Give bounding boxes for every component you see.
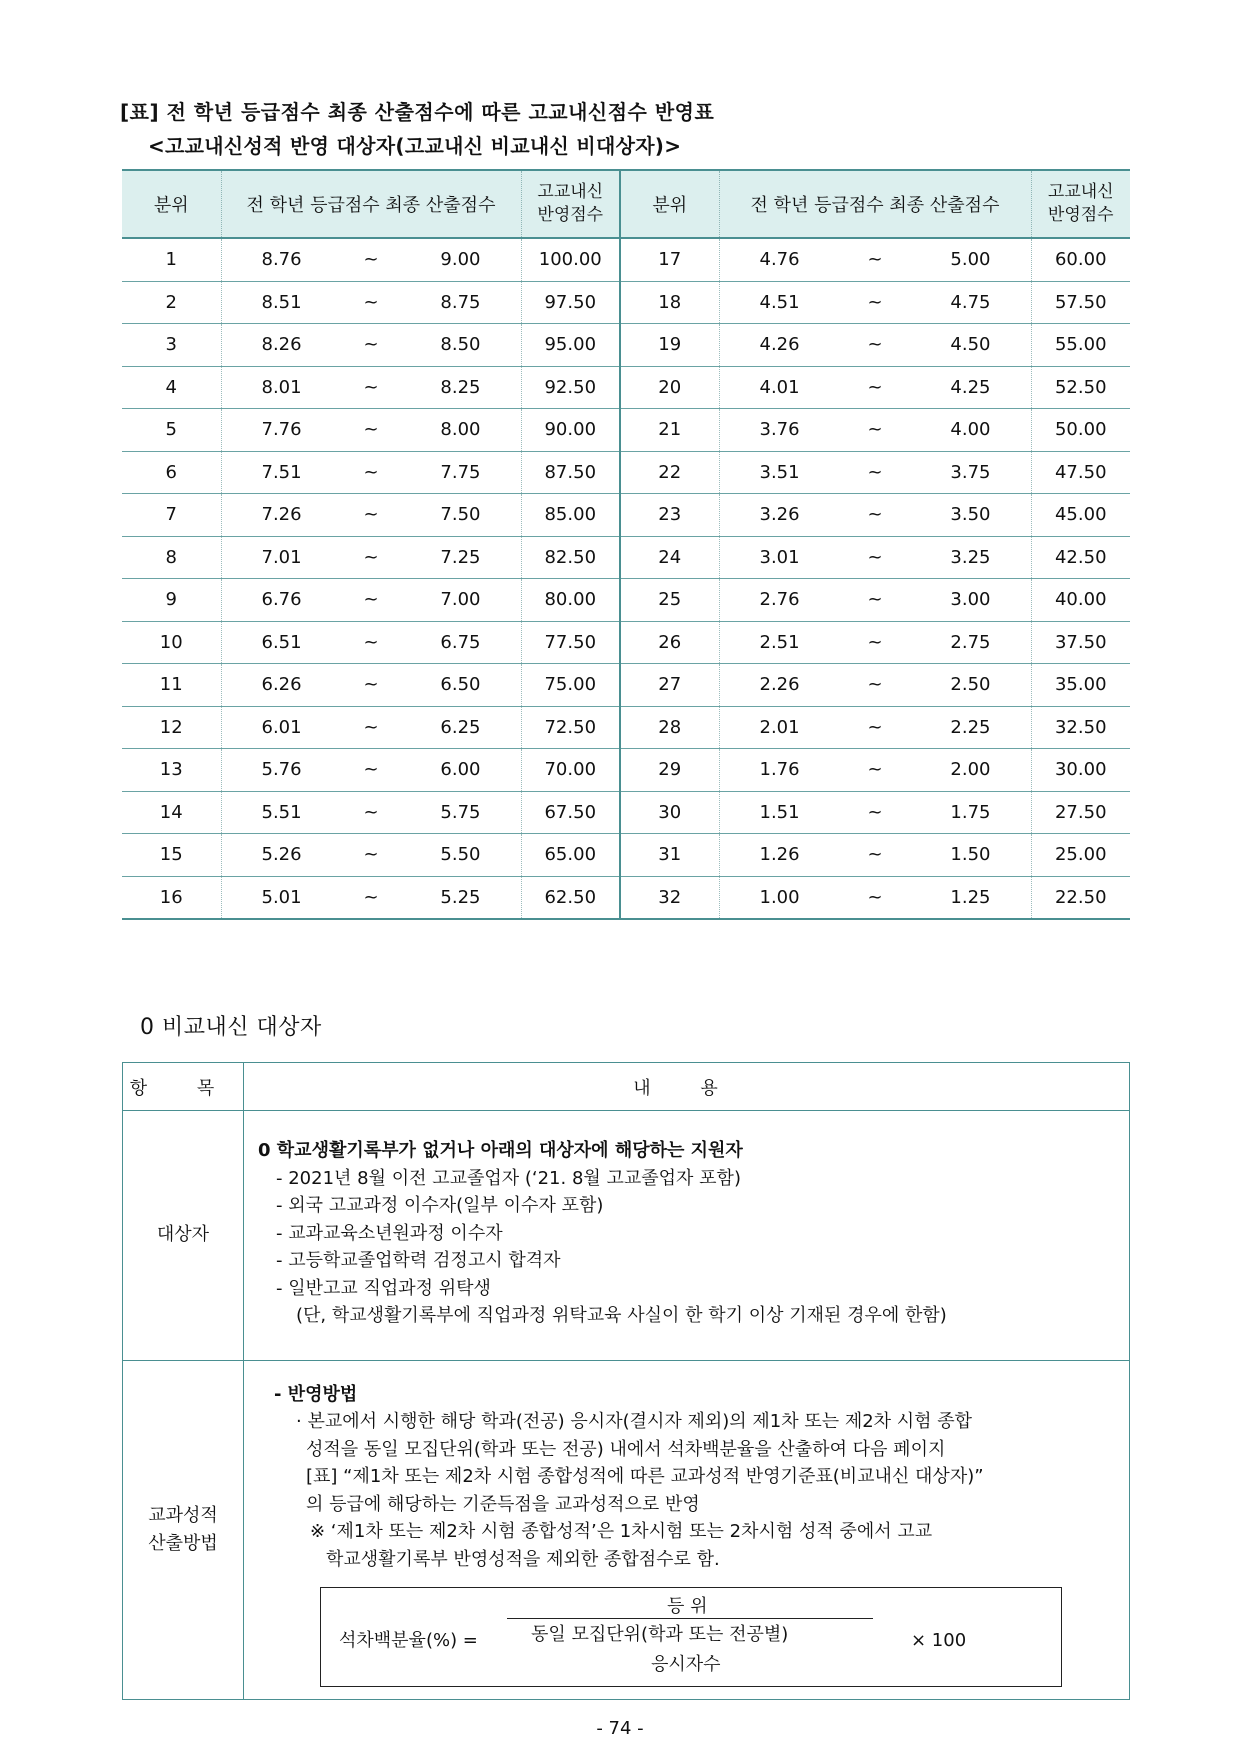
rank-cell: 26 (620, 621, 719, 664)
rank-cell: 25 (620, 579, 719, 622)
range-tilde: ~ (867, 376, 883, 398)
info-header-content: 내 용 (244, 1063, 1130, 1111)
range-tilde: ~ (363, 759, 379, 781)
range-low: 8.51 (261, 291, 302, 313)
range-cell (221, 451, 521, 494)
rank-cell: 11 (122, 664, 221, 707)
range-tilde: ~ (867, 801, 883, 823)
range-low: 2.26 (759, 674, 800, 696)
score-cell: 82.50 (521, 536, 620, 579)
range-low: 6.26 (261, 674, 302, 696)
table-subtitle: <고교내신성적 반영 대상자(고교내신 비교내신 비대상자)> (148, 134, 682, 158)
method-line: · 본교에서 시행한 해당 학과(전공) 응시자(결시자 제외)의 제1차 또는 제2차 시험 종합 (296, 1411, 973, 1432)
range-cell (719, 494, 1031, 537)
range-cell (221, 366, 521, 409)
range-cell (719, 706, 1031, 749)
range-cell (719, 621, 1031, 664)
range-cell (221, 536, 521, 579)
grade-score-table (122, 169, 1130, 920)
grade-table-row (122, 281, 1130, 324)
grade-table-header-row (122, 170, 1130, 238)
method-row (123, 1360, 1130, 1700)
method-label-line1: 교과성적 (148, 1504, 218, 1526)
range-high: 8.00 (440, 419, 481, 441)
range-cell (221, 621, 521, 664)
range-high: 1.25 (950, 886, 991, 908)
comparison-info-table (122, 1062, 1130, 1700)
range-cell (221, 706, 521, 749)
score-cell: 75.00 (521, 664, 620, 707)
rank-cell: 23 (620, 494, 719, 537)
target-label: 대상자 (123, 1111, 244, 1361)
rank-cell: 6 (122, 451, 221, 494)
score-cell: 62.50 (521, 876, 620, 919)
range-high: 5.50 (440, 844, 481, 866)
rank-cell: 10 (122, 621, 221, 664)
range-cell (221, 876, 521, 919)
range-tilde: ~ (867, 716, 883, 738)
rank-cell: 13 (122, 749, 221, 792)
rank-cell: 16 (122, 876, 221, 919)
rank-cell: 14 (122, 791, 221, 834)
header-rank-right: 분위 (620, 170, 719, 238)
range-low: 1.26 (759, 844, 800, 866)
range-low: 5.76 (261, 759, 302, 781)
page-number: - 74 - (596, 1718, 644, 1739)
range-low: 8.26 (261, 334, 302, 356)
target-item: - 2021년 8월 이전 고교졸업자 (‘21. 8월 고교졸업자 포함) (276, 1167, 741, 1189)
score-cell: 37.50 (1031, 621, 1130, 664)
range-low: 5.26 (261, 844, 302, 866)
range-low: 5.01 (261, 886, 302, 908)
range-high: 8.25 (440, 376, 481, 398)
range-tilde: ~ (363, 291, 379, 313)
target-intro: 0 학교생활기록부가 없거나 아래의 대상자에 해당하는 지원자 (258, 1140, 743, 1161)
score-cell: 25.00 (1031, 834, 1130, 877)
range-high: 2.25 (950, 716, 991, 738)
range-high: 9.00 (440, 249, 481, 271)
range-cell (719, 281, 1031, 324)
grade-table-row (122, 451, 1130, 494)
target-row (123, 1111, 1130, 1361)
range-high: 8.50 (440, 334, 481, 356)
range-low: 3.26 (759, 504, 800, 526)
target-item: - 고등학교졸업학력 검정고시 합격자 (276, 1250, 561, 1271)
range-tilde: ~ (867, 291, 883, 313)
method-heading: - 반영방법 (274, 1383, 358, 1405)
range-high: 7.00 (440, 589, 481, 611)
rank-cell: 18 (620, 281, 719, 324)
range-tilde: ~ (363, 504, 379, 526)
range-low: 1.00 (759, 886, 800, 908)
rank-cell: 32 (620, 876, 719, 919)
rank-cell: 5 (122, 409, 221, 452)
grade-table-row (122, 791, 1130, 834)
grade-table-row (122, 876, 1130, 919)
score-cell: 50.00 (1031, 409, 1130, 452)
grade-table-row (122, 834, 1130, 877)
range-cell (719, 366, 1031, 409)
rank-cell: 9 (122, 579, 221, 622)
range-low: 7.76 (261, 419, 302, 441)
score-cell: 42.50 (1031, 536, 1130, 579)
range-cell (719, 749, 1031, 792)
range-low: 6.01 (261, 716, 302, 738)
range-cell (719, 409, 1031, 452)
grade-table-row (122, 409, 1130, 452)
rank-cell: 3 (122, 324, 221, 367)
header-score-right (1031, 170, 1130, 238)
range-high: 7.50 (440, 504, 481, 526)
range-high: 3.50 (950, 504, 991, 526)
range-tilde: ~ (363, 334, 379, 356)
header-score-left (521, 170, 620, 238)
rank-cell: 27 (620, 664, 719, 707)
rank-cell: 12 (122, 706, 221, 749)
formula-denominator-line2: 응시자수 (651, 1654, 721, 1675)
method-note-line2: 학교생활기록부 반영성적을 제외한 종합점수로 함. (326, 1548, 720, 1570)
grade-table-row (122, 621, 1130, 664)
range-low: 4.76 (759, 249, 800, 271)
header-score-line2: 반영점수 (537, 205, 604, 225)
range-high: 3.75 (950, 461, 991, 483)
range-cell (719, 876, 1031, 919)
range-cell (221, 494, 521, 537)
score-cell: 55.00 (1031, 324, 1130, 367)
range-tilde: ~ (867, 461, 883, 483)
range-tilde: ~ (867, 249, 883, 271)
range-cell (719, 536, 1031, 579)
method-line: [표] “제1차 또는 제2차 시험 종합성적에 따른 교과성적 반영기준표(비교내신 대상자)” (306, 1466, 984, 1487)
rank-cell: 8 (122, 536, 221, 579)
range-low: 8.01 (261, 376, 302, 398)
method-note-line1: ※ ‘제1차 또는 제2차 시험 종합성적’은 1차시험 또는 2차시험 성적 중에서 고교 (310, 1521, 933, 1542)
range-high: 4.25 (950, 376, 991, 398)
method-label-line2: 산출방법 (148, 1532, 218, 1554)
range-cell (719, 324, 1031, 367)
score-cell: 40.00 (1031, 579, 1130, 622)
grade-table-row (122, 494, 1130, 537)
target-item: - 외국 고교과정 이수자(일부 이수자 포함) (276, 1195, 604, 1216)
rank-cell: 19 (620, 324, 719, 367)
score-cell: 57.50 (1031, 281, 1130, 324)
range-cell (719, 451, 1031, 494)
range-high: 6.25 (440, 716, 481, 738)
score-cell: 60.00 (1031, 238, 1130, 281)
header-score-line2: 반영점수 (1047, 205, 1114, 225)
range-low: 8.76 (261, 249, 302, 271)
method-content (244, 1360, 1130, 1700)
rank-cell: 20 (620, 366, 719, 409)
range-low: 2.01 (759, 716, 800, 738)
formula-fraction-line (507, 1618, 873, 1619)
score-cell: 47.50 (1031, 451, 1130, 494)
range-cell (719, 791, 1031, 834)
score-cell: 65.00 (521, 834, 620, 877)
method-label (123, 1360, 244, 1700)
range-high: 3.00 (950, 589, 991, 611)
range-tilde: ~ (363, 249, 379, 271)
header-range-right: 전 학년 등급점수 최종 산출점수 (719, 170, 1031, 238)
target-content (244, 1111, 1130, 1361)
range-high: 3.25 (950, 546, 991, 568)
range-cell (221, 409, 521, 452)
range-high: 2.00 (950, 759, 991, 781)
score-cell: 80.00 (521, 579, 620, 622)
score-cell: 45.00 (1031, 494, 1130, 537)
table-title: [표] 전 학년 등급점수 최종 산출점수에 따른 고교내신점수 반영표 (120, 100, 715, 124)
range-tilde: ~ (867, 589, 883, 611)
range-high: 4.50 (950, 334, 991, 356)
range-cell (221, 324, 521, 367)
score-cell: 97.50 (521, 281, 620, 324)
rank-cell: 15 (122, 834, 221, 877)
range-tilde: ~ (363, 546, 379, 568)
rank-cell: 4 (122, 366, 221, 409)
grade-table-row (122, 536, 1130, 579)
range-tilde: ~ (363, 886, 379, 908)
score-cell: 70.00 (521, 749, 620, 792)
score-cell: 72.50 (521, 706, 620, 749)
range-low: 3.51 (759, 461, 800, 483)
range-low: 3.01 (759, 546, 800, 568)
range-high: 5.75 (440, 801, 481, 823)
score-cell: 95.00 (521, 324, 620, 367)
range-low: 4.51 (759, 291, 800, 313)
range-tilde: ~ (363, 674, 379, 696)
range-cell (221, 281, 521, 324)
rank-cell: 29 (620, 749, 719, 792)
rank-cell: 28 (620, 706, 719, 749)
range-low: 2.51 (759, 631, 800, 653)
rank-cell: 1 (122, 238, 221, 281)
rank-cell: 31 (620, 834, 719, 877)
range-low: 4.01 (759, 376, 800, 398)
grade-table-row (122, 324, 1130, 367)
range-tilde: ~ (867, 334, 883, 356)
score-cell: 85.00 (521, 494, 620, 537)
range-cell (719, 579, 1031, 622)
score-cell: 52.50 (1031, 366, 1130, 409)
range-high: 1.50 (950, 844, 991, 866)
rank-cell: 24 (620, 536, 719, 579)
score-cell: 30.00 (1031, 749, 1130, 792)
formula-numerator: 등 위 (667, 1596, 708, 1617)
range-tilde: ~ (363, 376, 379, 398)
target-item: - 일반고교 직업과정 위탁생 (276, 1277, 491, 1299)
method-line: 의 등급에 해당하는 기준득점을 교과성적으로 반영 (306, 1493, 700, 1515)
formula-denominator-line1: 동일 모집단위(학과 또는 전공별) (531, 1624, 789, 1645)
range-high: 7.25 (440, 546, 481, 568)
range-low: 7.01 (261, 546, 302, 568)
range-high: 4.75 (950, 291, 991, 313)
method-line: 성적을 동일 모집단위(학과 또는 전공) 내에서 석차백분율을 산출하여 다음 페이지 (306, 1438, 946, 1460)
grade-table-row (122, 706, 1130, 749)
percentile-formula-box (320, 1587, 1062, 1687)
range-cell (719, 238, 1031, 281)
section-title: 0 비교내신 대상자 (140, 1015, 322, 1040)
range-tilde: ~ (363, 419, 379, 441)
range-cell (221, 834, 521, 877)
range-tilde: ~ (867, 631, 883, 653)
grade-table-row (122, 749, 1130, 792)
range-cell (719, 834, 1031, 877)
score-cell: 32.50 (1031, 706, 1130, 749)
range-cell (719, 664, 1031, 707)
rank-cell: 21 (620, 409, 719, 452)
range-high: 6.00 (440, 759, 481, 781)
range-high: 1.75 (950, 801, 991, 823)
score-cell: 35.00 (1031, 664, 1130, 707)
info-header-row (123, 1063, 1130, 1111)
range-tilde: ~ (363, 461, 379, 483)
range-high: 5.00 (950, 249, 991, 271)
grade-table-row (122, 579, 1130, 622)
score-cell: 87.50 (521, 451, 620, 494)
grade-table-row (122, 238, 1130, 281)
range-low: 5.51 (261, 801, 302, 823)
score-cell: 92.50 (521, 366, 620, 409)
range-cell (221, 749, 521, 792)
range-tilde: ~ (867, 759, 883, 781)
header-rank-left: 분위 (122, 170, 221, 238)
range-tilde: ~ (867, 419, 883, 441)
rank-cell: 30 (620, 791, 719, 834)
target-note: (단, 학교생활기록부에 직업과정 위탁교육 사실이 한 학기 이상 기재된 경우에 한함) (296, 1305, 947, 1326)
formula-lhs: 석차백분율(%) = (339, 1630, 478, 1651)
range-low: 4.26 (759, 334, 800, 356)
score-cell: 100.00 (521, 238, 620, 281)
rank-cell: 7 (122, 494, 221, 537)
range-high: 7.75 (440, 461, 481, 483)
range-low: 7.51 (261, 461, 302, 483)
range-high: 2.50 (950, 674, 991, 696)
range-low: 7.26 (261, 504, 302, 526)
range-high: 2.75 (950, 631, 991, 653)
range-high: 6.50 (440, 674, 481, 696)
header-score-line1: 고교내신 (537, 182, 604, 202)
range-low: 1.51 (759, 801, 800, 823)
range-tilde: ~ (867, 546, 883, 568)
range-cell (221, 238, 521, 281)
score-cell: 67.50 (521, 791, 620, 834)
info-header-item: 항 목 (123, 1063, 244, 1111)
range-high: 6.75 (440, 631, 481, 653)
grade-table-row (122, 366, 1130, 409)
score-cell: 77.50 (521, 621, 620, 664)
rank-cell: 22 (620, 451, 719, 494)
range-tilde: ~ (363, 589, 379, 611)
range-tilde: ~ (363, 844, 379, 866)
range-high: 8.75 (440, 291, 481, 313)
range-tilde: ~ (363, 801, 379, 823)
rank-cell: 2 (122, 281, 221, 324)
range-high: 4.00 (950, 419, 991, 441)
range-tilde: ~ (867, 886, 883, 908)
score-cell: 22.50 (1031, 876, 1130, 919)
range-cell (221, 791, 521, 834)
grade-table-row (122, 664, 1130, 707)
range-low: 6.51 (261, 631, 302, 653)
header-range-left: 전 학년 등급점수 최종 산출점수 (221, 170, 521, 238)
formula-multiplier: × 100 (911, 1630, 967, 1651)
range-low: 3.76 (759, 419, 800, 441)
rank-cell: 17 (620, 238, 719, 281)
target-item: - 교과교육소년원과정 이수자 (276, 1222, 503, 1244)
range-cell (221, 579, 521, 622)
range-high: 5.25 (440, 886, 481, 908)
range-tilde: ~ (363, 716, 379, 738)
range-tilde: ~ (867, 844, 883, 866)
header-score-line1: 고교내신 (1047, 182, 1114, 202)
range-cell (221, 664, 521, 707)
range-low: 6.76 (261, 589, 302, 611)
range-tilde: ~ (867, 674, 883, 696)
range-tilde: ~ (867, 504, 883, 526)
range-low: 2.76 (759, 589, 800, 611)
range-low: 1.76 (759, 759, 800, 781)
grade-table-body (122, 238, 1130, 919)
score-cell: 90.00 (521, 409, 620, 452)
range-tilde: ~ (363, 631, 379, 653)
score-cell: 27.50 (1031, 791, 1130, 834)
